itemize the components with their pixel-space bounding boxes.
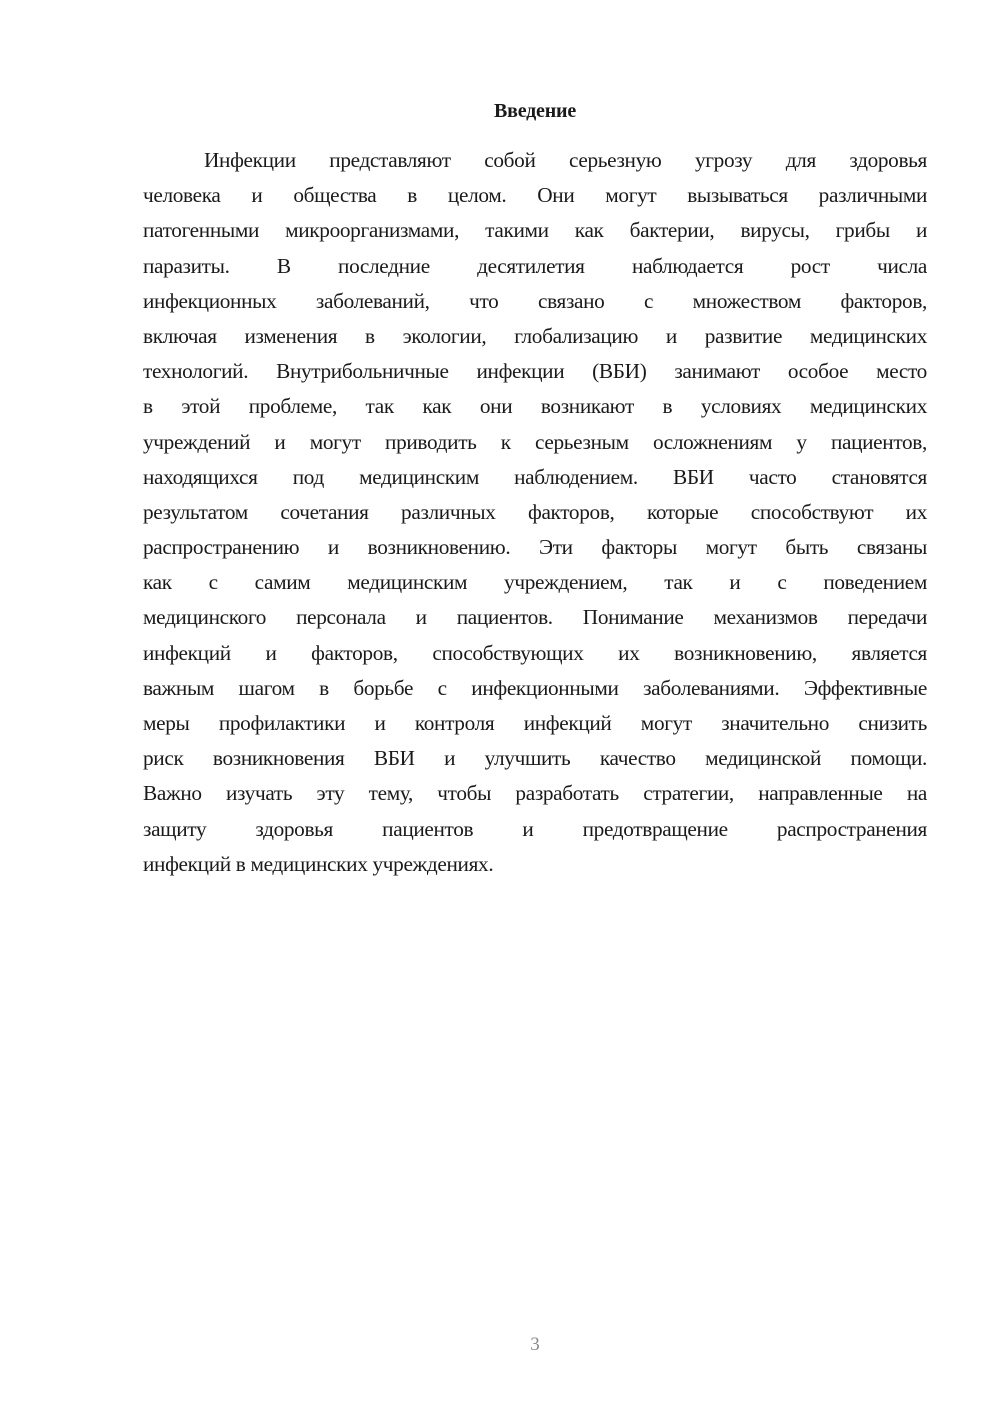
page-number: 3 <box>530 1334 540 1355</box>
paragraph-line: важным шагом в борьбе с инфекционными заболеваниями. Эффективные <box>143 675 927 700</box>
paragraph-line: риск возникновения ВБИ и улучшить качество медицинской помощи. <box>143 746 927 771</box>
paragraph-line: патогенными микроорганизмами, такими как бактерии, вирусы, грибы и <box>143 218 927 243</box>
paragraph-line: находящихся под медицинским наблюдением. ВБИ часто становятся <box>143 464 927 489</box>
paragraph-line: распространению и возникновению. Эти факторы могут быть связаны <box>143 535 927 560</box>
intro-paragraph <box>143 143 927 882</box>
paragraph-line: учреждений и могут приводить к серьезным осложнениям у пациентов, <box>143 429 927 454</box>
paragraph-line: Инфекции представляют собой серьезную угрозу для здоровья <box>204 148 927 172</box>
paragraph-line: инфекций и факторов, способствующих их возникновению, является <box>143 640 927 665</box>
paragraph-line: человека и общества в целом. Они могут вызываться различными <box>143 183 927 208</box>
paragraph-line: в этой проблеме, так как они возникают в условиях медицинских <box>143 394 927 419</box>
paragraph-line: как с самим медицинским учреждением, так и с поведением <box>143 570 927 595</box>
paragraph-line: медицинского персонала и пациентов. Понимание механизмов передачи <box>143 605 927 630</box>
paragraph-line: меры профилактики и контроля инфекций могут значительно снизить <box>143 711 927 735</box>
paragraph-line: инфекций в медицинских учреждениях. <box>143 851 494 876</box>
page-title: Введение <box>493 100 577 122</box>
paragraph-line: результатом сочетания различных факторов, которые способствуют их <box>143 499 927 524</box>
paragraph-line: защиту здоровья пациентов и предотвращение распространения <box>143 816 927 841</box>
paragraph-line: технологий. Внутрибольничные инфекции (ВБИ) занимают особое место <box>143 359 927 384</box>
paragraph-line: включая изменения в экологии, глобализацию и развитие медицинских <box>143 323 927 348</box>
paragraph-line: инфекционных заболеваний, что связано с множеством факторов, <box>143 288 927 313</box>
paragraph-line: Важно изучать эту тему, чтобы разработать стратегии, направленные на <box>143 781 927 806</box>
paragraph-line: паразиты. В последние десятилетия наблюдается рост числа <box>143 253 927 278</box>
